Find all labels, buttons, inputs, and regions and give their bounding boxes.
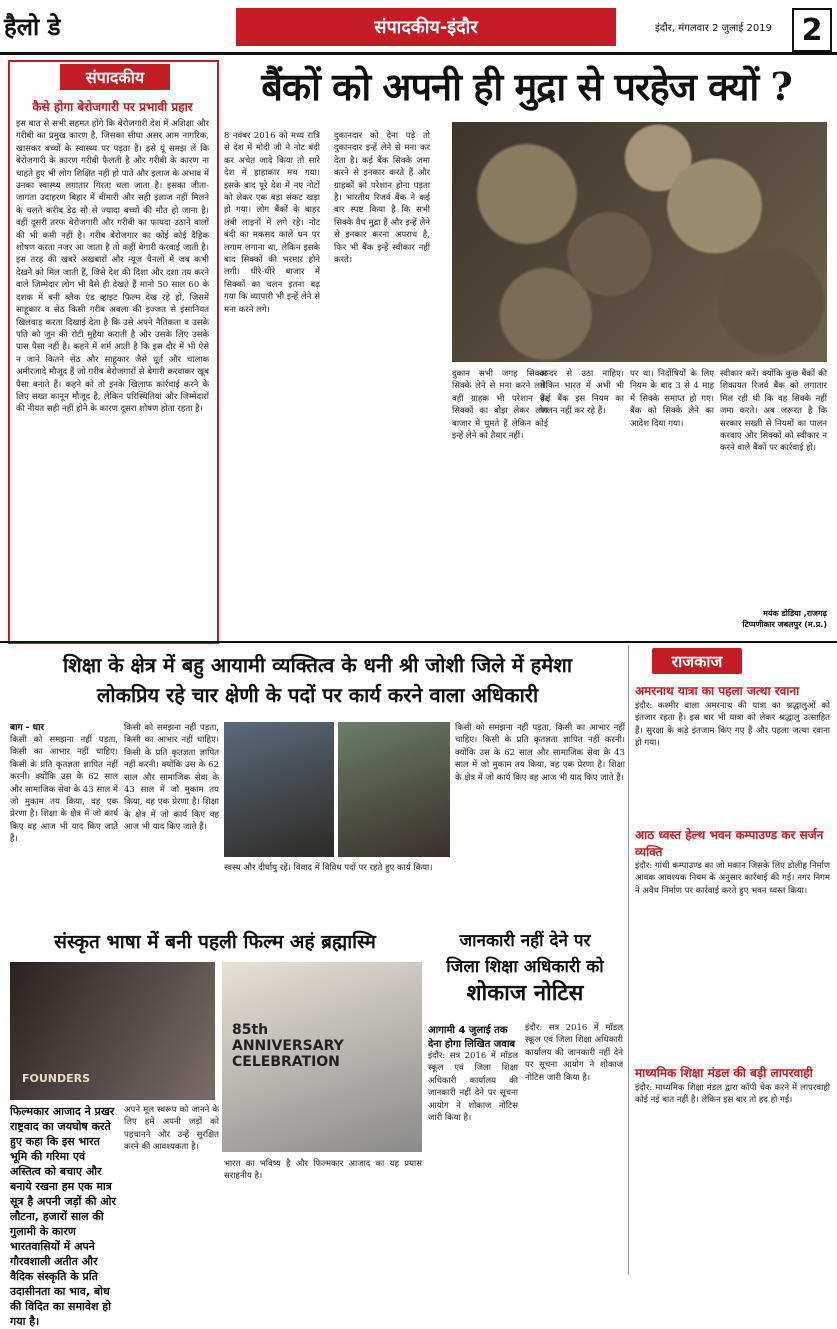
- film-photo-2-text: 85th ANNIVERSARY CELEBRATION: [232, 1022, 344, 1070]
- column-divider: [628, 645, 629, 1275]
- rajkaj-item-1-headline: अमरनाथ यात्रा का पहला जत्था रवाना: [635, 684, 800, 698]
- main-lower-1: दुकान सभी जगह सिक्का सिक्के लेने से मना करने लगे। वहीं ग्राहक भी परेशान हैं। सिक्कों का बोझ लेकर लोग बाजार में घूमते हैं लेकिन कोई इन्हें लेने को तैयार नहीं।: [452, 369, 548, 442]
- notice-headline-line-1: जानकारी नहीं देने पर: [459, 931, 591, 951]
- section-title: संपादकीय-इंदौर: [236, 8, 616, 46]
- editorial-headline: कैसे होगा बेरोजगारी पर प्रभावी प्रहार: [32, 100, 193, 114]
- byline: [715, 608, 827, 630]
- rajkaj-item-3-headline: माध्यमिक शिक्षा मंडल की बड़ी लापरवाही: [635, 1066, 813, 1080]
- education-photo-caption: स्वस्थ और दीर्घायु रहें। विवाद में विविध पदों पर रहते हुए कार्य किया।: [224, 863, 433, 873]
- notice-headline: [425, 928, 625, 1006]
- issue-date: इंदौर, मंगलवार 2 जुलाई 2019: [655, 23, 772, 34]
- rajkaj-item-2-headline: आठ ध्वस्त हेल्थ भवन कम्पाउण्ड कर सर्जन व्यक्ति: [635, 828, 824, 859]
- editorial-label: संपादकीय: [60, 64, 170, 90]
- film-headline: संस्कृत भाषा में बनी पहली फिल्म अहं ब्रह्मास्मि: [54, 931, 376, 953]
- film-photo-1-text: FOUNDERS: [22, 1072, 91, 1085]
- education-headline: [10, 650, 625, 710]
- notice-body-1: इंदौर: सत्र 2016 में मॉडल स्कूल एवं जिला शिक्षा अधिकारी कार्यालय की जानकारी नहीं देने पर सूचना आयोग ने शोकाज नोटिस जारी किया है।: [428, 1051, 518, 1124]
- rajkaj-item-2-body: इंदौर: गांधी कम्पाउण्ड का जो मकान जिसके लिए डोलीह निर्माण आवक आवश्यक नियम के अनुसार कार्रवाई की गई। नगर निगम ने अवैध निर्माण पर कार्रवाई करते हुए भवन ध्वस्त किया।: [635, 861, 830, 896]
- main-col-2: दुकानदार को देना पड़े तो दुकानदार इन्हें लेने से मना कर देता है। कई बैंक सिक्के जमा करने से इनकार करते हैं और ग्राहकों को परेशान होना पड़ता है। भारतीय रिजर्व बैंक ने कई बार स्पष्ट किया है कि सभी सिक्के वैध मुद्रा हैं और इन्हें लेने से इनकार करना अपराध है, फिर भी बैंक इन्हें स्वीकार नहीं करते।: [334, 131, 430, 266]
- education-photo-2: [338, 722, 450, 857]
- education-body-2: किसी को समझना नहीं पड़ता, किसी का आभार नहीं चाहिए। किसी के प्रति कृतज्ञता ज्ञापित नहीं करनी। क्योंकि उस के 62 साल और सामाजिक सेवा के 43 साल में जो मुकाम तय किया, वह एक प्रेरणा है। शिक्षा के क्षेत्र में जो कार्य किए वह आज भी याद किए जाते हैं।: [124, 723, 219, 833]
- editorial-body: इस बात से सभी सहमत होंगे कि बेरोजगारी देश में अशिक्षा और गरीबी का प्रमुख कारण है, जिसका सीधा असर आम नागरिक, खासकर बच्चों के स्वास्थ्य पर पड़ता है। इसे यूं समझ लें कि बेरोजगारी के कारण गरीबी फैलती है और गरीबी के कारण ना चाहते हुए भी लोग शिक्षित नहीं हो पाते और इलाज के अभाव में उनका स्वास्थ्य लगातार गिरता चला जाता है। इसका जीता-जागता उदाहरण बिहार में बीमारी और सही इलाज नहीं मिलने के चलते करीब डेढ़ सौ से ज्यादा बच्चों की मौत हो जाना है। वहीं दूसरी तरफ बेरोजगारी और गरीबी का फायदा उठाने वालों की भी कमी नहीं है। गरीब बेरोजगार का कोई कोई दैहिक शोषण करता नजर आ जाता है तो कहीं बेगारी करवाई जाती है। इस तरह की खबरें अखबारों और न्यूज चैनलों में जब कभी देखने को मिल जाती हैं, जिसे देश की दिशा और दशा तय करने वाले जिम्मेदार लोग भी वैसे ही देखते हैं मानो 50 साल 60 के दशक में बनी ब्लैक एंड व्हाइट फिल्म देख रहे हों, जिसमें साहूकार व सेठ किसी गरीब अबला की इज्जत से इंसानियत खिलवाड़ करता दिखाई देता है कि उसे अपने नैतिकता व उसके पति को जुन की रोटी मुहैया कराती है और उसके लिए उसके पास पैसा नहीं है। कहने में शर्म आती है कि इस दौर में भी ऐसे न जाने कितने सेठ और साहूकार जैसे धूर्त और चालाक अमीरजादे मौजूद हैं जो गरीब बेरोजगारों से बेगारी करवाकर खूब पैसा बनाते हैं। कहने को तो इनके खिलाफ कार्रवाई करने के लिए सख्त कानून मौजूद है, लेकिन परिस्थितियां और जिम्मेदारों की नीयत सही नहीं होने के कारण दूसरा शोषण होता रहता है।: [16, 119, 209, 415]
- education-headline-line-2: लोकप्रिय रहे चार क्षेणी के पदों पर कार्य करने वाला अधिकारी: [96, 683, 539, 707]
- main-headline: बैंकों को अपनी ही मुद्रा से परहेज क्यों ?: [261, 64, 792, 109]
- film-caption: फिल्मकार आजाद ने प्रखर राष्ट्रवाद का जयघोष करते हुए कहा कि इस भारत भूमि की गरिमा एवं अस्तित्व को बचाए और बनाये रखना हम एक मात्र सूत्र है अपनी जड़ों की ओर लौटना, हजारों साल की गुलामी के कारण भारतवासियों में अपने गौरवशाली अतीत और वैदिक संस्कृति के प्रति उदासीनता का भाव, बोध की विदित का समावेश हो गया है।: [10, 1105, 117, 1328]
- education-photo-1: [224, 722, 334, 857]
- newspaper-brand: हैलो डे: [4, 12, 61, 41]
- masthead-rule: [0, 52, 837, 55]
- film-body-1: अपने मूल स्वरूप को जानने के लिए हमें अपनी जड़ों को पहचानने और उन्हें सुरक्षित करने की आवश्यकता है।: [124, 1105, 219, 1153]
- education-dateline: बाग - धार: [10, 723, 45, 733]
- main-lower-2: अन्दर से उठा नाहिए। लेकिन भारत में अभी भी कई बैंक इस नियम का पालन नहीं कर रहे हैं।: [540, 369, 624, 417]
- byline-name: मयंक डोडिया ,राजगढ़: [763, 609, 827, 618]
- rajkaj-item-3-body: इंदौर: माध्यमिक शिक्षा मंडल द्वारा कॉपी चेक करने में लापरवाही कोई नई बात नहीं है। लेकिन इस बार तो हद हो गई।: [635, 1083, 830, 1106]
- film-photo-2: [222, 962, 422, 1152]
- notice-body-2: इंदौर: सत्र 2016 में मॉडल स्कूल एवं जिला शिक्षा अधिकारी कार्यालय की जानकारी नहीं देने पर सूचना आयोग ने शोकाज नोटिस जारी किया है।: [525, 1023, 623, 1083]
- main-lower-3: पर था। निर्दोषियों के लिए नियम के बाद 3 से 4 माह में सिक्के समाप्त हो गए। बैंक को सिक्के लेने का आदेश दिया गया।: [630, 369, 714, 429]
- byline-role: टिप्पणीकार जबलपुर (म.प्र.): [742, 620, 827, 629]
- education-body-1: किसी को समझना नहीं पड़ता, किसी का आभार नहीं चाहिए। किसी के प्रति कृतज्ञता ज्ञापित नहीं करनी। क्योंकि उस के 62 साल और सामाजिक सेवा के 43 साल में जो मुकाम तय किया, वह एक प्रेरणा है। शिक्षा के क्षेत्र में जो कार्य किए वह आज भी याद किए जाते हैं।: [10, 735, 118, 845]
- main-col-6: स्वीकार करें। क्योंकि कुछ बैंकों की शिकायत रिजर्व बैंक को लगातार मिल रही थी कि वह सिक्के नहीं जमा करते। अब जरूरत है कि सरकार सख्ती से नियमों का पालन करवाए और सिक्कों को स्वीकार न करने वाले बैंकों पर कार्रवाई हो।: [720, 369, 827, 454]
- coins-photo: [452, 122, 827, 362]
- rajkaj-item-1-body: इंदौर: कश्मीर वाला अमरनाथ की यात्रा का श्रद्धालुओं को इंतजार रहता है। इस बार भी यात्रा को लेकर श्रद्धालु उत्साहित हैं। सुरक्षा के कड़े इंतजाम किए गए हैं और पहला जत्था रवाना हो गया।: [635, 701, 830, 749]
- section-divider: [0, 641, 837, 643]
- film-body-2: भारत का भविष्य है और फिल्मकार आजाद का यह प्रयास सराहनीय है।: [224, 1159, 422, 1182]
- page-number: 2: [792, 8, 832, 52]
- education-headline-line-1: शिक्षा के क्षेत्र में बहु आयामी व्यक्तित्व के धनी श्री जोशी जिले में हमेशा: [62, 653, 573, 677]
- notice-headline-line-2: जिला शिक्षा अधिकारी को: [446, 957, 604, 977]
- notice-headline-line-3: शोकाज नोटिस: [466, 980, 584, 1006]
- main-col-1: 8 नवंबर 2016 को मध्य रात्रि से देश में मोदी जी ने नोट बंदी कर अचेत जादे किया तो सारे देश में हाहाकार मच गया। इसके बाद पूरे देश में नए नोटों को लेकर एक बड़ा संकट खड़ा हो गया। लोग बैंकों के बाहर लंबी लाइनों में लगे रहे। नोट बंदी का मकसद काले धन पर लगाम लगाना था, लेकिन इसके बाद सिक्कों की भरमार होने लगी। धीरे-धीरे बाजार में सिक्कों का चलन इतना बढ़ गया कि व्यापारी भी इन्हें लेने से मना करने लगे।: [224, 131, 320, 315]
- notice-subhead: आगामी 4 जुलाई तक देना होगा लिखित जवाब: [428, 1025, 516, 1050]
- education-body-3: किसी को समझना नहीं पड़ता, किसी का आभार नहीं चाहिए। किसी के प्रति कृतज्ञता ज्ञापित नहीं करनी। क्योंकि उस के 62 साल और सामाजिक सेवा के 43 साल में जो मुकाम तय किया, वह एक प्रेरणा है। शिक्षा के क्षेत्र में जो कार्य किए वह आज भी याद किए जाते हैं।: [455, 723, 625, 783]
- masthead: [0, 0, 837, 52]
- rajkaj-label: राजकाज: [652, 648, 742, 674]
- film-photo-1: [10, 962, 215, 1100]
